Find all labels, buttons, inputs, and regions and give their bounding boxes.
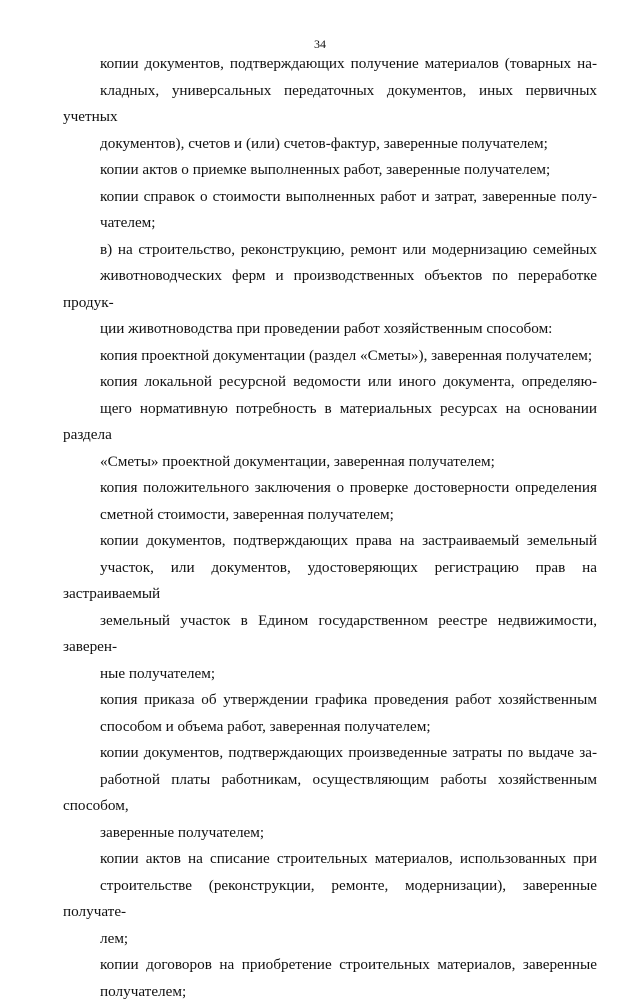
text-line: копии документов, подтверждающих получение материалов (товарных на- <box>63 51 597 78</box>
text-line: кладных, универсальных передаточных документов, иных первичных учетных <box>63 78 597 131</box>
paragraph <box>63 343 597 370</box>
text-line: копия положительного заключения о проверке достоверности определения <box>63 475 597 502</box>
paragraph <box>63 687 597 740</box>
text-line: строительстве (реконструкции, ремонте, модернизации), заверенные получате- <box>63 873 597 926</box>
paragraph <box>63 740 597 846</box>
text-line: копии актов о приемке выполненных работ, заверенные получателем; <box>63 157 597 184</box>
text-line: чателем; <box>63 210 597 237</box>
text-line: способом и объема работ, заверенная получателем; <box>63 714 597 741</box>
text-line: копии документов, подтверждающих произведенные затраты по выдаче за- <box>63 740 597 767</box>
text-line: копия локальной ресурсной ведомости или иного документа, определяю- <box>63 369 597 396</box>
text-line: работной платы работникам, осуществляющим работы хозяйственным способом, <box>63 767 597 820</box>
text-line: щего нормативную потребность в материальных ресурсах на основании раздела <box>63 396 597 449</box>
text-line: копии актов на списание строительных материалов, использованных при <box>63 846 597 873</box>
page-number: 34 <box>0 37 640 52</box>
paragraph <box>63 528 597 687</box>
paragraph <box>63 184 597 237</box>
text-line: в) на строительство, реконструкцию, ремонт или модернизацию семейных <box>63 237 597 264</box>
paragraph <box>63 237 597 343</box>
text-line: копии договоров на приобретение строительных материалов, заверенные <box>63 952 597 979</box>
text-line: документов), счетов и (или) счетов-фактур, заверенные получателем; <box>63 131 597 158</box>
document-body <box>63 51 597 1005</box>
text-line: сметной стоимости, заверенная получателем; <box>63 502 597 529</box>
text-line: лем; <box>63 926 597 953</box>
text-line: копия проектной документации (раздел «Сметы»), заверенная получателем; <box>63 343 597 370</box>
text-line: копия приказа об утверждении графика проведения работ хозяйственным <box>63 687 597 714</box>
paragraph <box>63 51 597 157</box>
paragraph <box>63 475 597 528</box>
text-line: заверенные получателем; <box>63 820 597 847</box>
text-line: ные получателем; <box>63 661 597 688</box>
paragraph <box>63 846 597 952</box>
text-line: ции животноводства при проведении работ хозяйственным способом: <box>63 316 597 343</box>
text-line: копии документов, подтверждающих права на застраиваемый земельный <box>63 528 597 555</box>
text-line: «Сметы» проектной документации, заверенная получателем; <box>63 449 597 476</box>
text-line: копии справок о стоимости выполненных работ и затрат, заверенные полу- <box>63 184 597 211</box>
text-line: животноводческих ферм и производственных объектов по переработке продук- <box>63 263 597 316</box>
text-line: получателем; <box>63 979 597 1005</box>
paragraph <box>63 952 597 1005</box>
text-line: участок, или документов, удостоверяющих регистрацию прав на застраиваемый <box>63 555 597 608</box>
paragraph <box>63 157 597 184</box>
paragraph <box>63 369 597 475</box>
text-line: земельный участок в Едином государственном реестре недвижимости, заверен- <box>63 608 597 661</box>
